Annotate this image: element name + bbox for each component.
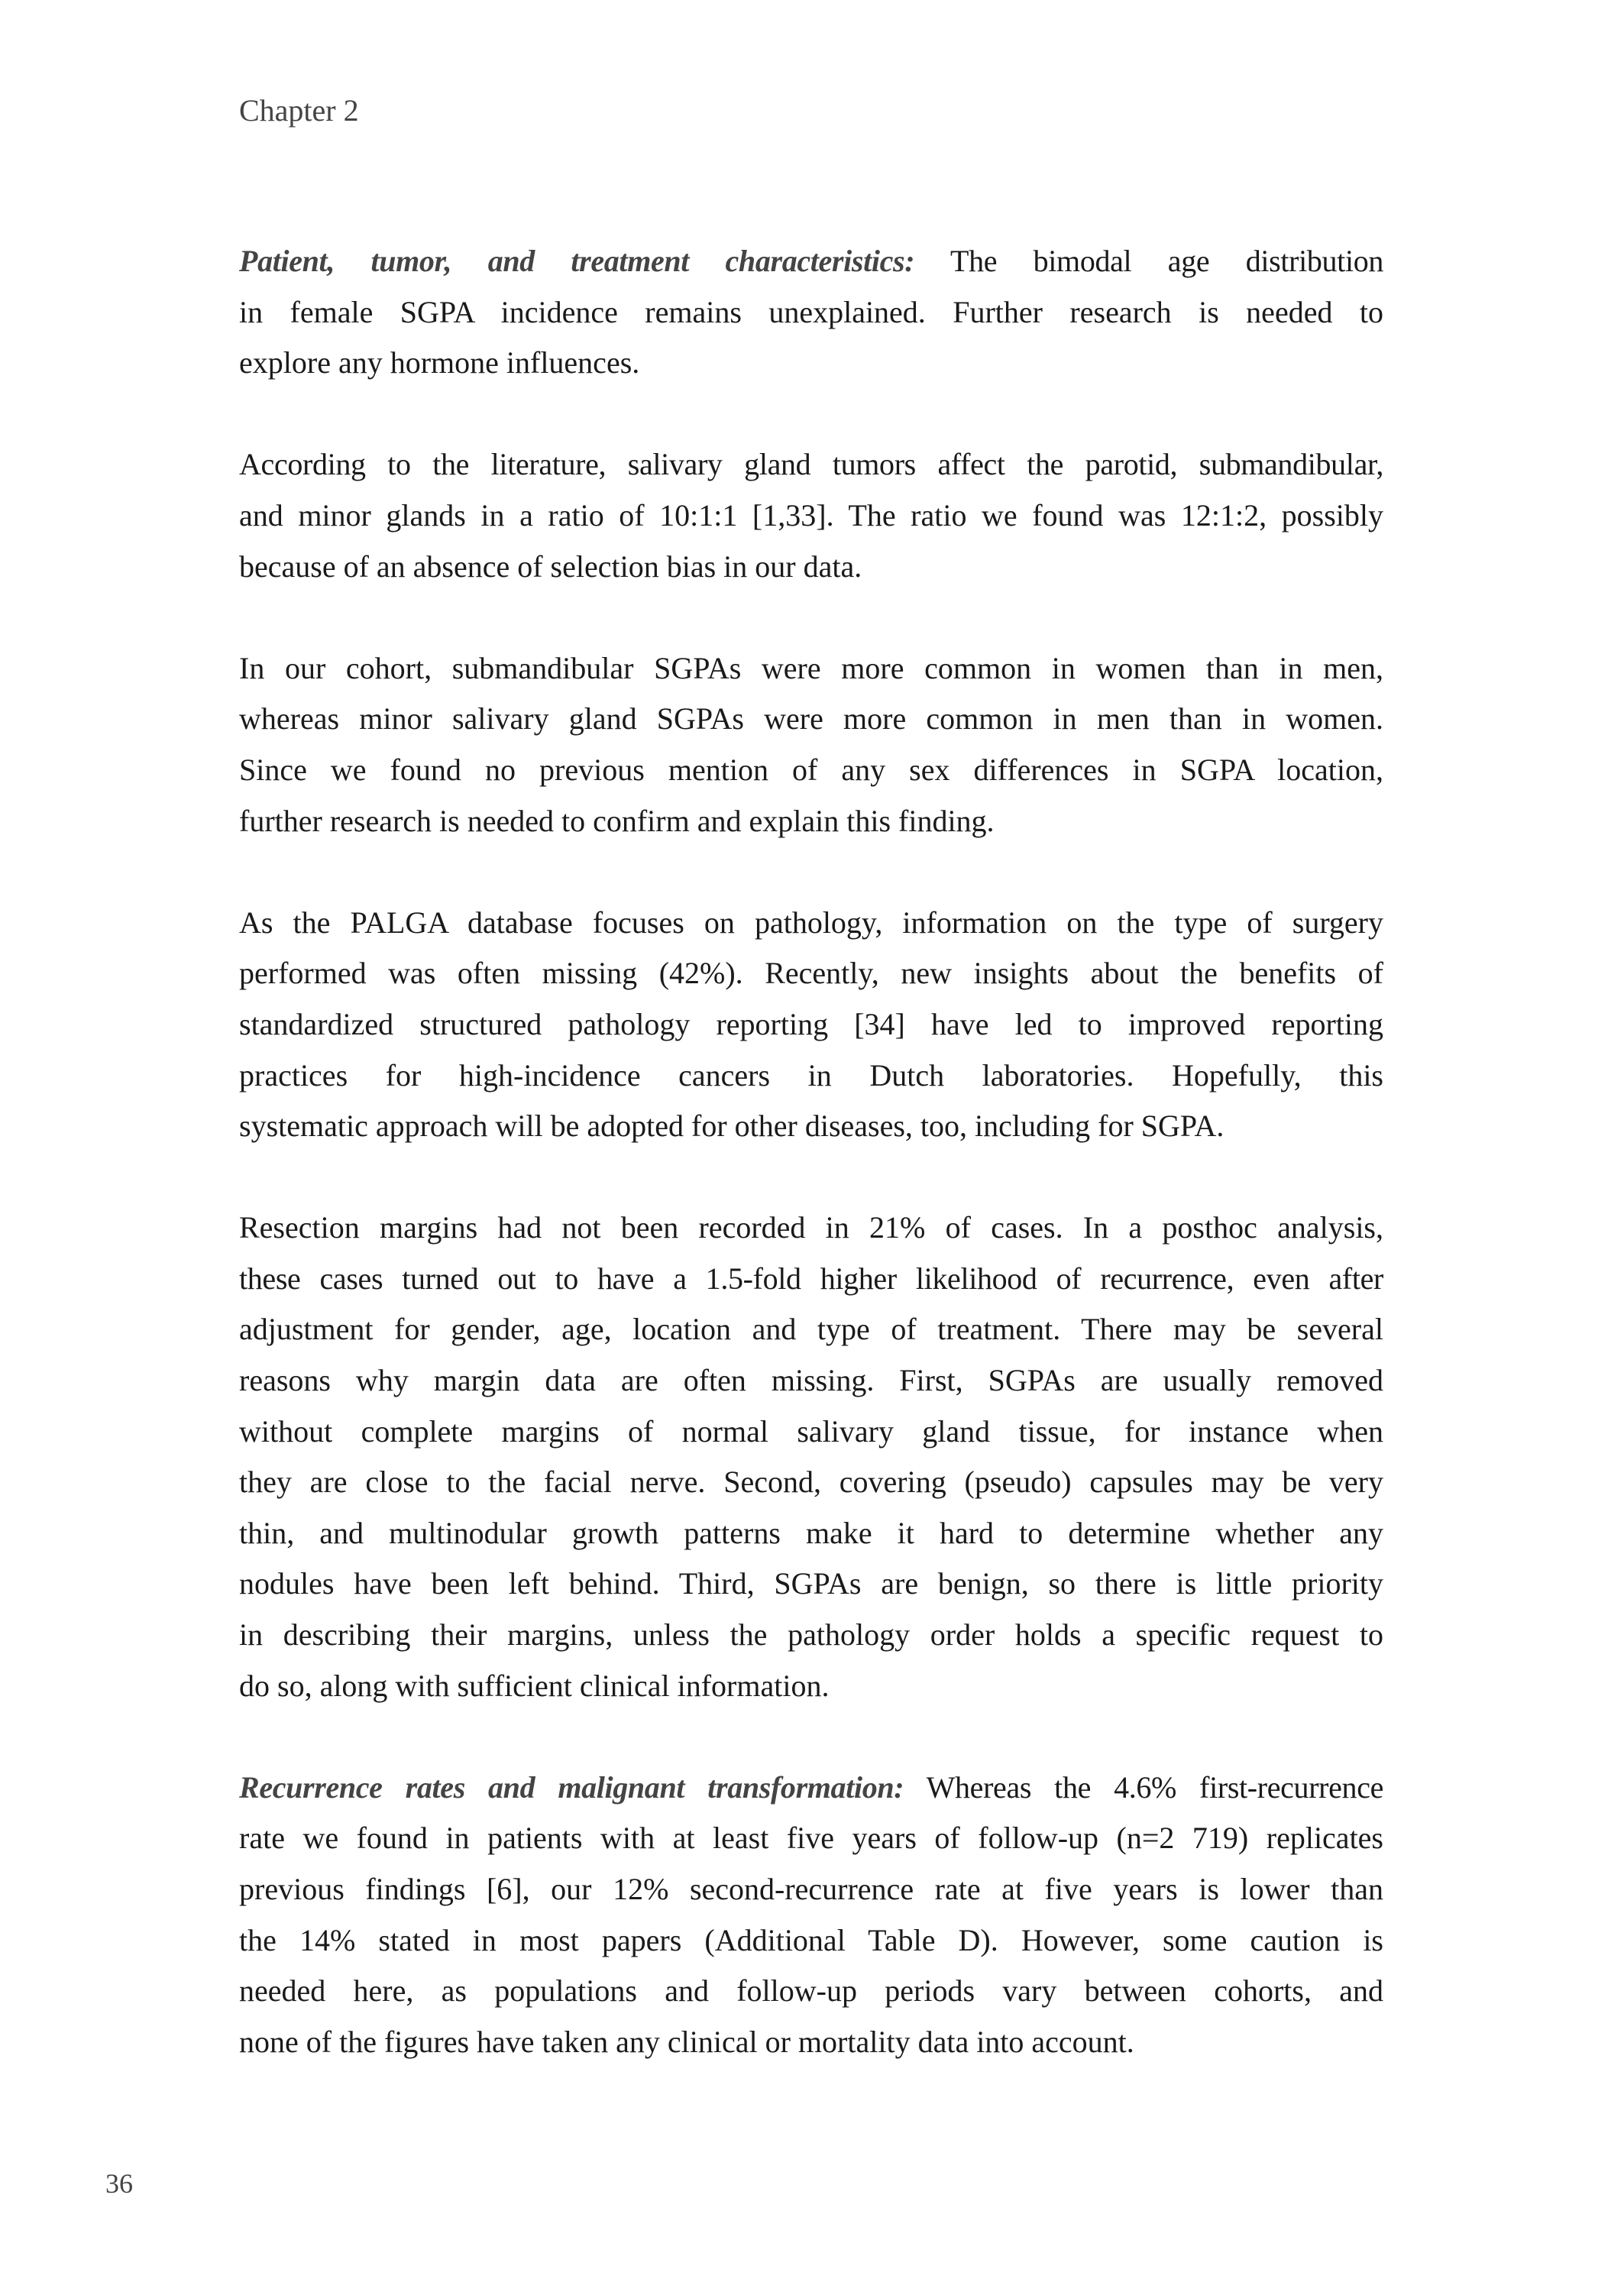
text-line: rate we found in patients with at least five years of follow-up (n=2 719) replicates	[239, 1821, 1383, 1856]
text-line: without complete margins of normal salivary gland tissue, for instance when	[239, 1413, 1383, 1449]
text-line: in describing their margins, unless the pathology order holds a specific request to	[239, 1617, 1383, 1653]
text-line: needed here, as populations and follow-up periods vary between cohorts, and	[239, 1973, 1383, 2009]
text-line: Resection margins had not been recorded in 21% of cases. In a posthoc analysis,	[239, 1210, 1383, 1245]
runin-heading: Patient, tumor, and treatment characteristics:	[239, 244, 915, 278]
text-line-content: The bimodal age distribution	[914, 244, 1384, 278]
text-line: According to the literature, salivary gland tumors affect the parotid, submandibular,	[239, 447, 1383, 482]
text-line	[239, 236, 1383, 287]
text-line: explore any hormone influences.	[239, 345, 640, 380]
text-line: As the PALGA database focuses on pathology, information on the type of surgery	[239, 905, 1383, 940]
text-line: In our cohort, submandibular SGPAs were more common in women than in men,	[239, 650, 1383, 685]
body-text	[239, 236, 1383, 2119]
text-line-content: Whereas the 4.6% first-recurrence	[904, 1769, 1383, 1805]
text-line: previous findings [6], our 12% second-recurrence rate at five years is lower than	[239, 1872, 1383, 1906]
text-line: further research is needed to confirm and explain this finding.	[239, 803, 995, 838]
paragraph-recurrence-rates	[239, 1763, 1383, 2068]
text-line: reasons why margin data are often missing. First, SGPAs are usually removed	[239, 1363, 1383, 1398]
text-line: standardized structured pathology reporting [34] have led to improved reporting	[239, 1006, 1383, 1041]
text-line: they are close to the facial nerve. Second, covering (pseudo) capsules may be very	[239, 1465, 1383, 1500]
text-line: practices for high-incidence cancers in Dutch laboratories. Hopefully, this	[239, 1057, 1383, 1093]
paragraph-patient-characteristics	[239, 236, 1383, 389]
running-header-chapter: Chapter 2	[239, 93, 359, 128]
text-line: and minor glands in a ratio of 10:1:1 [1,33]. The ratio we found was 12:1:2, possibly	[239, 497, 1383, 533]
page-number: 36	[105, 2168, 133, 2199]
text-line: do so, along with sufficient clinical information.	[239, 1668, 830, 1703]
text-line: performed was often missing (42%). Recently, new insights about the benefits of	[239, 956, 1383, 991]
text-line: Since we found no previous mention of any sex differences in SGPA location,	[239, 752, 1383, 787]
text-line: none of the figures have taken any clinical or mortality data into account.	[239, 2024, 1134, 2059]
paragraph-gland-ratio	[239, 439, 1383, 592]
text-line: whereas minor salivary gland SGPAs were more common in men than in women.	[239, 701, 1383, 736]
paragraph-sex-differences	[239, 643, 1383, 847]
paragraph-resection-margins	[239, 1203, 1383, 1711]
text-line: systematic approach will be adopted for other diseases, too, including for SGPA.	[239, 1109, 1224, 1144]
text-line: in female SGPA incidence remains unexplained. Further research is needed to	[239, 294, 1383, 329]
text-line: the 14% stated in most papers (Additional Table D). However, some caution is	[239, 1922, 1383, 1957]
text-line: because of an absence of selection bias in our data.	[239, 549, 862, 584]
text-line: adjustment for gender, age, location and type of treatment. There may be several	[239, 1312, 1383, 1347]
text-line: thin, and multinodular growth patterns make it hard to determine whether any	[239, 1515, 1383, 1550]
text-line: these cases turned out to have a 1.5-fold higher likelihood of recurrence, even after	[239, 1261, 1383, 1296]
paragraph-palga-database	[239, 898, 1383, 1152]
text-line: nodules have been left behind. Third, SGPAs are benign, so there is little priority	[239, 1566, 1383, 1601]
runin-heading: Recurrence rates and malignant transformation:	[239, 1769, 904, 1805]
text-line	[239, 1763, 1383, 1814]
